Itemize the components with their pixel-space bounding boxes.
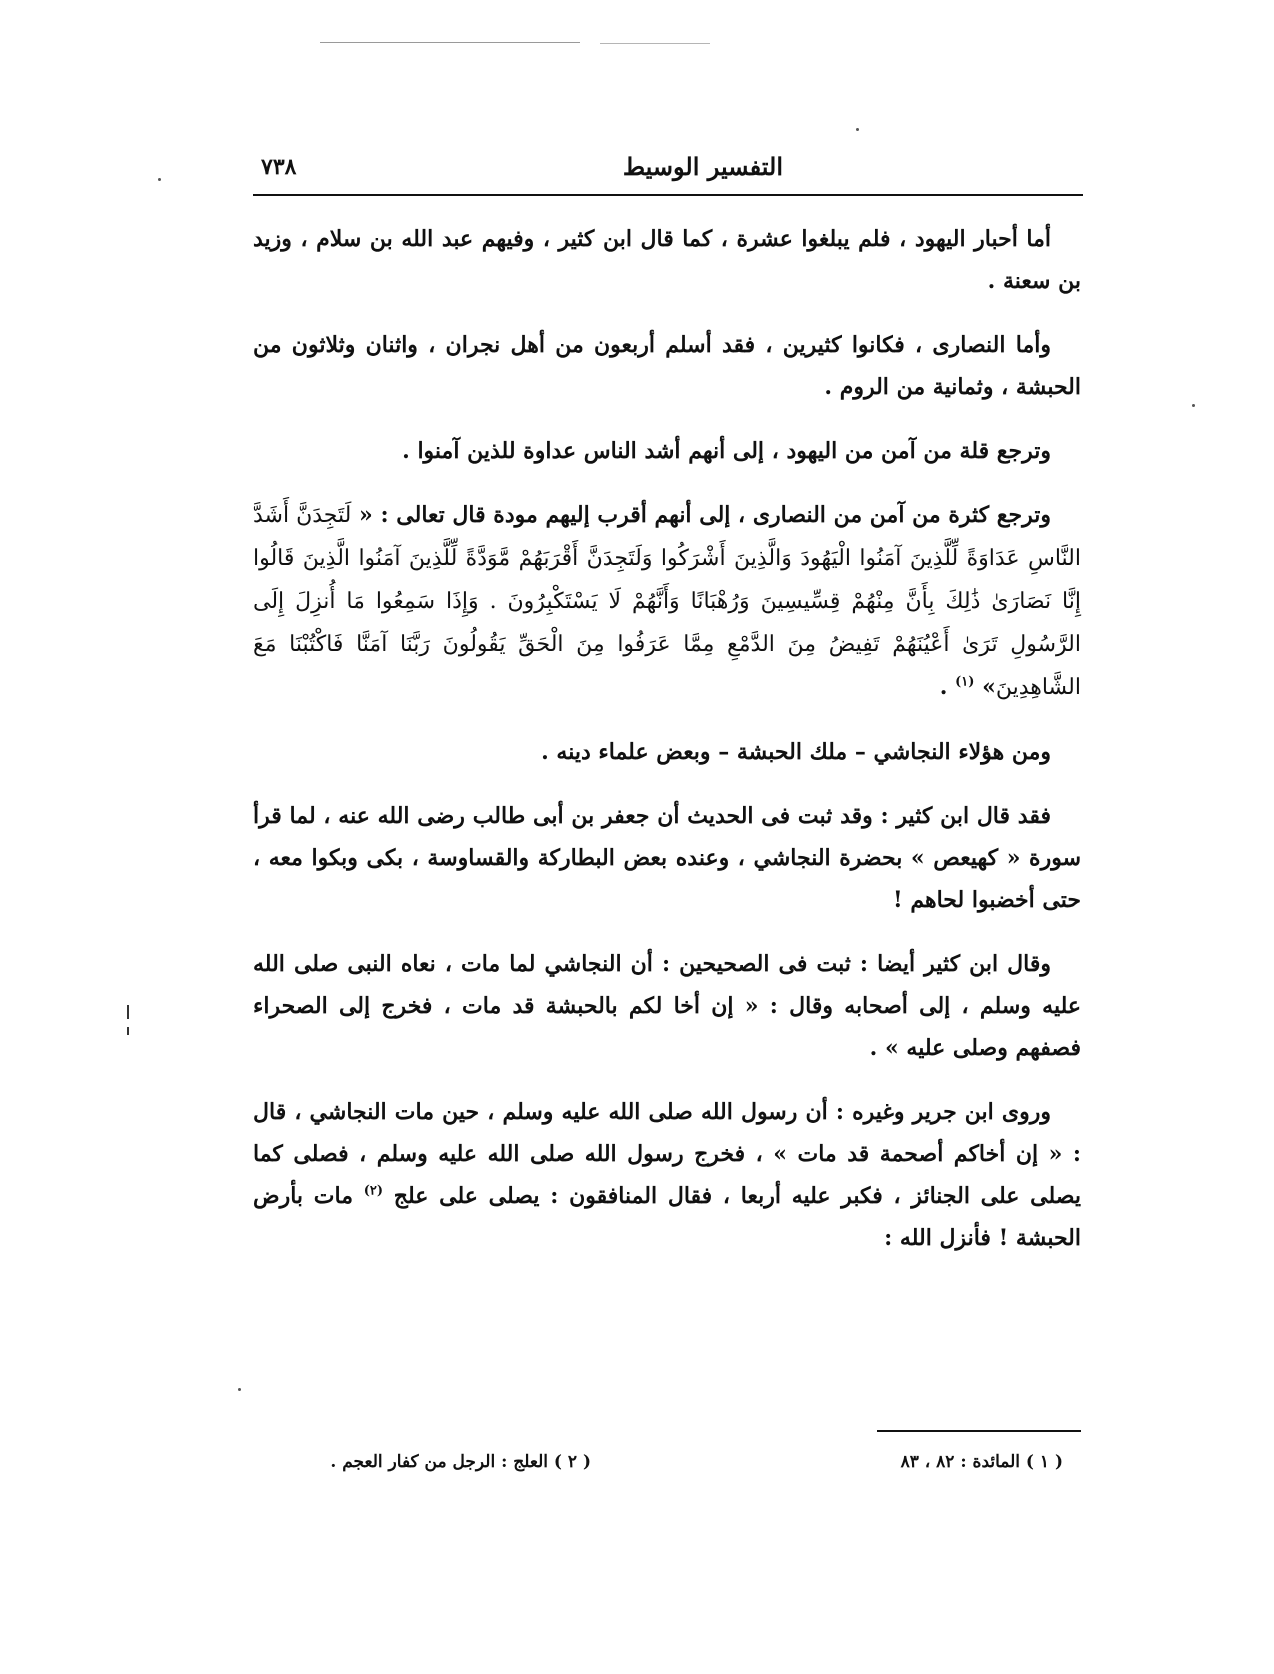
paragraph-intro: وترجع كثرة من آمن من النصارى ، إلى أنهم أقرب إليهم مودة قال تعالى : « bbox=[359, 502, 1051, 528]
page-number: ٧٣٨ bbox=[261, 154, 297, 180]
paragraph: وأما النصارى ، فكانوا كثيرين ، فقد أسلم أربعون من أهل نجران ، واثنان وثلاثون من الحبشة ، وثمانية من الروم . bbox=[253, 332, 1081, 400]
paragraph-text: مات بأرض الحبشة ! فأنزل الله : bbox=[253, 1183, 1081, 1251]
page-header bbox=[253, 148, 1083, 196]
scan-artifact-line bbox=[600, 43, 710, 44]
scan-margin-mark bbox=[127, 1005, 129, 1019]
scan-artifact-line bbox=[320, 42, 580, 43]
paragraph: وقال ابن كثير أيضا : ثبت فى الصحيحين : أن النجاشي لما مات ، نعاه النبى صلى الله عليه وسلم ، إلى أصحابه وقال : « إن أخا لكم بالحبشة قد مات ، فخرج إلى الصحراء فصفهم وصلى عليه » . bbox=[253, 951, 1081, 1061]
paragraph-text: وروى ابن جرير وغيره : أن رسول الله صلى الله عليه وسلم ، حين مات النجاشي ، قال : « إن أخاكم أصحمة قد مات » ، فخرج رسول الله صلى الله عليه وسلم ، فصلى كما يصلى على الجنائز ، فكبر عليه أربعا ، فقال المنافقون : يصلى على علج bbox=[253, 1099, 1081, 1209]
paragraph-with-footnote bbox=[253, 1091, 1081, 1259]
scan-speck bbox=[238, 1388, 241, 1391]
footnote-ref: (٢) bbox=[363, 1183, 384, 1199]
footnote-1: ( ١ ) المائدة : ٨٢ ، ٨٣ bbox=[900, 1452, 1063, 1472]
closing-quote: » bbox=[982, 674, 996, 700]
page-body bbox=[253, 218, 1081, 1281]
running-title: التفسير الوسيط bbox=[622, 152, 783, 181]
paragraph: ومن هؤلاء النجاشي – ملك الحبشة – وبعض علماء دينه . bbox=[541, 739, 1051, 765]
paragraph-with-verse bbox=[253, 494, 1081, 709]
scan-margin-mark bbox=[127, 1027, 129, 1035]
paragraph: فقد قال ابن كثير : وقد ثبت فى الحديث أن جعفر بن أبى طالب رضى الله عنه ، لما قرأ سورة « كهيعص » بحضرة النجاشي ، وعنده بعض البطاركة والقساوسة ، بكى وبكوا معه ، حتى أخضبوا لحاهم ! bbox=[253, 803, 1081, 913]
paragraph-end: . bbox=[939, 674, 948, 700]
scan-speck bbox=[1192, 404, 1195, 407]
quran-verse: لَتَجِدَنَّ أَشَدَّ النَّاسِ عَدَاوَةً لِّلَّذِينَ آمَنُوا الْيَهُودَ وَالَّذِينَ أَشْرَكُوا وَلَتَجِدَنَّ أَقْرَبَهُمْ مَّوَدَّةً لِّلَّذِينَ آمَنُوا الَّذِينَ قَالُوا إِنَّا نَصَارَىٰ ذَٰلِكَ بِأَنَّ مِنْهُمْ قِسِّيسِينَ وَرُهْبَانًا وَأَنَّهُمْ لَا يَسْتَكْبِرُونَ . وَإِذَا سَمِعُوا مَا أُنزِلَ إِلَى الرَّسُولِ تَرَىٰ أَعْيُنَهُمْ تَفِيضُ مِنَ الدَّمْعِ مِمَّا عَرَفُوا مِنَ الْحَقِّ يَقُولُونَ رَبَّنَا آمَنَّا فَاكْتُبْنَا مَعَ الشَّاهِدِينَ bbox=[253, 503, 1081, 700]
paragraph: وترجع قلة من آمن من اليهود ، إلى أنهم أشد الناس عداوة للذين آمنوا . bbox=[402, 438, 1051, 464]
scan-speck bbox=[856, 128, 859, 131]
footnote-separator bbox=[877, 1430, 1081, 1432]
footnote-ref: (١) bbox=[955, 674, 975, 690]
scan-speck bbox=[158, 178, 161, 181]
footnote-2: ( ٢ ) العلج : الرجل من كفار العجم . bbox=[330, 1452, 591, 1472]
footnotes bbox=[253, 1452, 1081, 1482]
paragraph: أما أحبار اليهود ، فلم يبلغوا عشرة ، كما قال ابن كثير ، وفيهم عبد الله بن سلام ، وزيد بن سعنة . bbox=[253, 226, 1081, 294]
